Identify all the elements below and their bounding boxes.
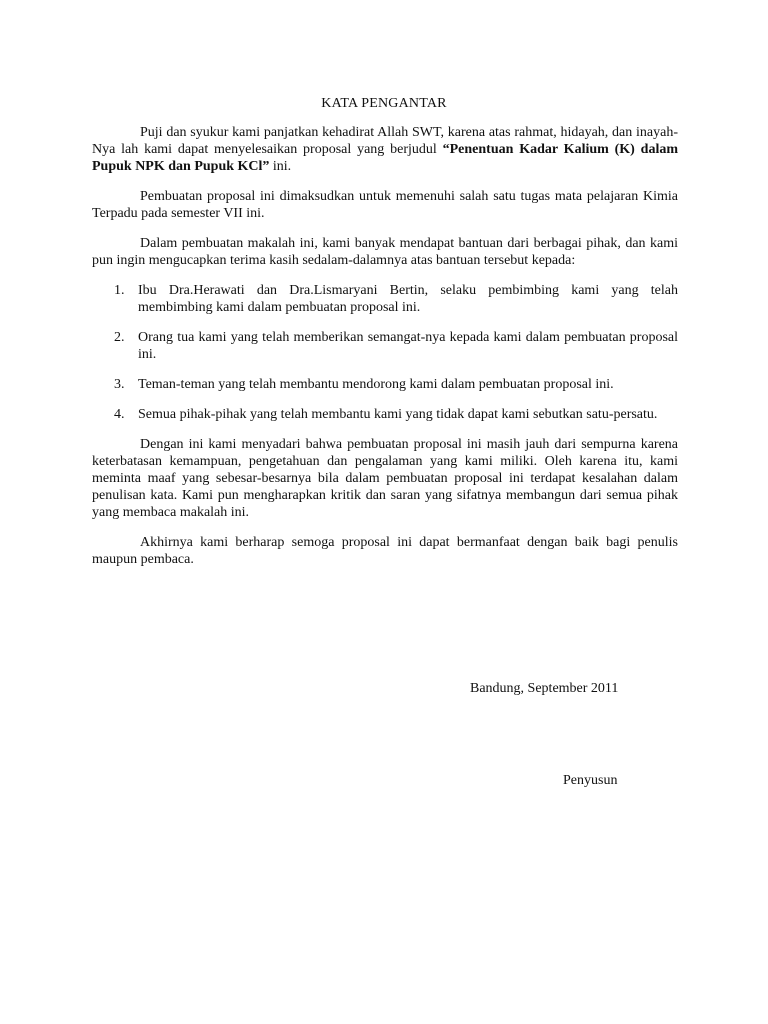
list-number: 2. xyxy=(114,330,125,345)
list-item xyxy=(92,282,678,316)
page-title: KATA PENGANTAR xyxy=(321,96,447,111)
list-text: Orang tua kami yang telah memberikan semangat-nya kepada kami dalam pembuatan proposal ini. xyxy=(138,330,678,362)
list-number: 1. xyxy=(114,283,125,298)
list-text: Teman-teman yang telah membantu mendorong kami dalam pembuatan proposal ini. xyxy=(138,377,614,392)
paragraph-opening xyxy=(92,124,678,175)
paragraph-apology: Dengan ini kami menyadari bahwa pembuatan proposal ini masih jauh dari sempurna karena keterbatasan kemampuan, pengetahuan dan pengalaman yang kami miliki. Oleh karena itu, kami meminta maaf yang sebesar-besarnya bila dalam pembuatan proposal ini terdapat kesalahan dalam penulisan kata. Kami pun mengharapkan kritik dan saran yang sifatnya membangun dari semua pihak yang membaca makalah ini. xyxy=(92,437,678,520)
list-item xyxy=(92,329,678,363)
list-number: 4. xyxy=(114,407,125,422)
opening-text: Puji dan syukur kami panjatkan kehadirat Allah SWT, karena atas rahmat, hidayah, dan inayah-Nya lah kami dapat menyelesaikan proposal yang berjudul xyxy=(92,125,678,157)
paragraph-closing: Akhirnya kami berharap semoga proposal ini dapat bermanfaat dengan baik bagi penulis maupun pembaca. xyxy=(92,535,678,567)
list-item xyxy=(92,376,678,393)
proposal-title: “Penentuan Kadar Kalium (K) dalam Pupuk NPK dan Pupuk KCl” xyxy=(92,142,678,174)
list-text: Semua pihak-pihak yang telah membantu kami yang tidak dapat kami sebutkan satu-persatu. xyxy=(138,407,658,422)
opening-text-end: ini. xyxy=(269,159,292,174)
document-body xyxy=(92,124,678,581)
thanks-list xyxy=(92,282,678,423)
signer-label: Penyusun xyxy=(563,773,618,788)
list-number: 3. xyxy=(114,377,125,392)
list-item xyxy=(92,406,678,423)
list-text: Ibu Dra.Herawati dan Dra.Lismaryani Bertin, selaku pembimbing kami yang telah membimbing kami dalam pembuatan proposal ini. xyxy=(138,283,678,315)
paragraph-purpose: Pembuatan proposal ini dimaksudkan untuk memenuhi salah satu tugas mata pelajaran Kimia Terpadu pada semester VII ini. xyxy=(92,189,678,221)
place-date: Bandung, September 2011 xyxy=(470,681,619,696)
paragraph-acknowledgement: Dalam pembuatan makalah ini, kami banyak mendapat bantuan dari berbagai pihak, dan kami pun ingin mengucapkan terima kasih sedalam-dalamnya atas bantuan tersebut kepada: xyxy=(92,236,678,268)
